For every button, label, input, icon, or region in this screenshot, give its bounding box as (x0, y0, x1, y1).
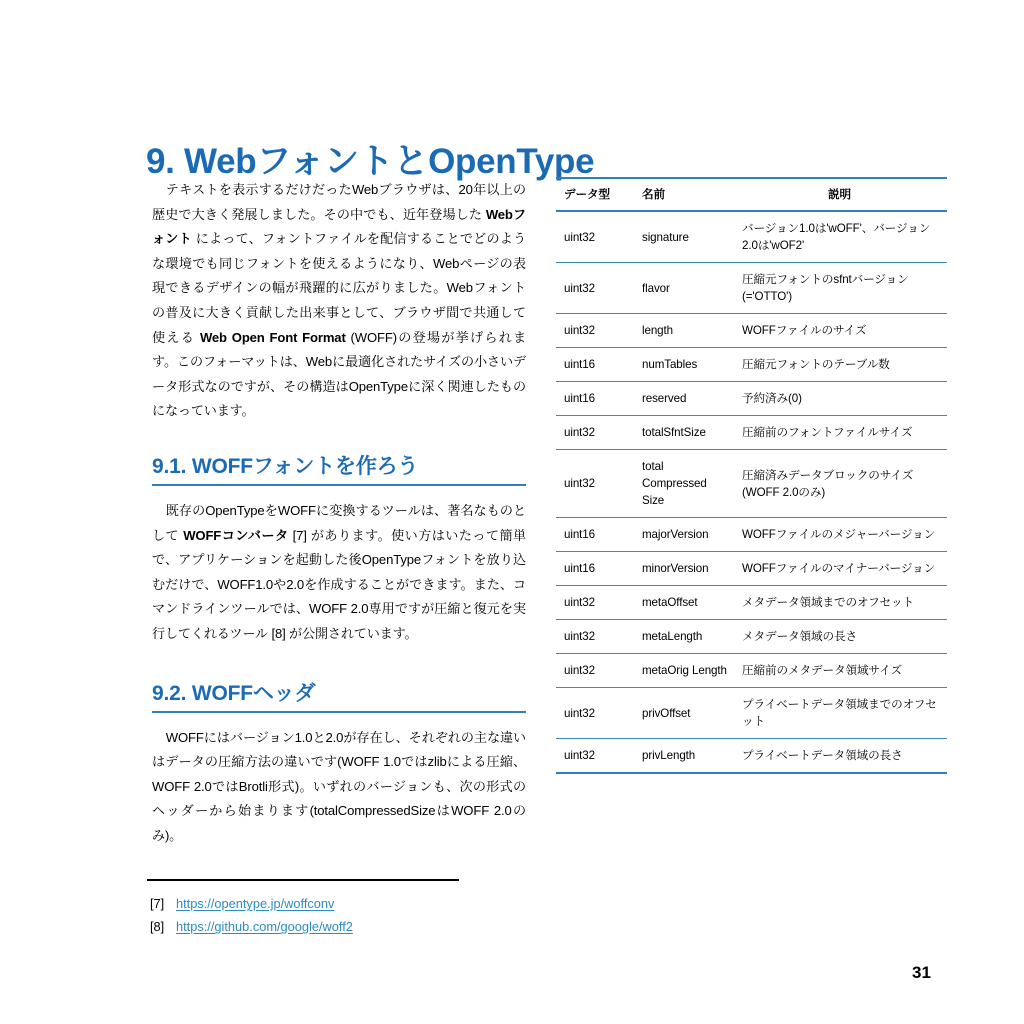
table-row (556, 382, 947, 416)
cell-name: length (628, 314, 732, 348)
cell-type: uint16 (556, 348, 628, 382)
spacer (152, 647, 526, 677)
cell-desc: 圧縮前のフォントファイルサイズ (732, 416, 947, 450)
cell-desc: 圧縮済みデータブロックのサイズ(WOFF 2.0のみ) (732, 450, 947, 518)
table-row (556, 450, 947, 518)
cell-desc: 圧縮元フォントのsfntバージョン(='OTTO') (732, 263, 947, 314)
cell-type: uint32 (556, 739, 628, 774)
column-header-name: 名前 (628, 178, 732, 211)
cell-name: metaOffset (628, 586, 732, 620)
cell-name: numTables (628, 348, 732, 382)
intro-bold-woff: Web Open Font Format (199, 329, 346, 345)
spacer (152, 424, 526, 450)
cell-desc: プライベートデータ領域の長さ (732, 739, 947, 774)
table-row (556, 620, 947, 654)
section-heading-9-1: 9.1. WOFFフォントを作ろう (152, 450, 526, 486)
table-row (556, 348, 947, 382)
woff-header-table (556, 177, 947, 774)
footnote-marker: [7] (150, 896, 165, 911)
table-row (556, 688, 947, 739)
cell-type: uint16 (556, 518, 628, 552)
cell-name: metaOrig Length (628, 654, 732, 688)
intro-paragraph (152, 178, 526, 424)
section-9-1-text-1: 既存のOpenTypeをWOFFに変換するツールは、著名なものとして (152, 502, 526, 543)
table-row (556, 654, 947, 688)
section-9-2-paragraph: WOFFにはバージョン1.0と2.0が存在し、それぞれの主な違いはデータの圧縮方法の違いです(WOFF 1.0ではzlibによる圧縮、WOFF 2.0ではBrotli形式)。いずれのバージョンも、次の形式のヘッダーから始まります(totalCompressedSizeはWOFF 2.0のみ)。 (152, 729, 526, 843)
cell-name: total Compressed Size (628, 450, 732, 518)
cell-desc: 予約済み(0) (732, 382, 947, 416)
intro-text-3: (WOFF)の登場が挙げられます。このフォーマットは、Webに最適化されたサイズの小さいデータ形式なのですが、その構造はOpenTypeに深く関連したものになっています。 (152, 329, 527, 419)
cell-name: reserved (628, 382, 732, 416)
column-header-datatype: データ型 (556, 178, 628, 211)
cell-type: uint32 (556, 416, 628, 450)
cell-desc: 圧縮元フォントのテーブル数 (732, 348, 947, 382)
table-row (556, 552, 947, 586)
footnote-separator (147, 879, 459, 881)
table-row (556, 586, 947, 620)
cell-type: uint32 (556, 263, 628, 314)
section-9-1-text-2: [7] があります。使い方はいたって簡単で、アプリケーションを起動した後OpenTypeフォントを放り込むだけで、WOFF1.0や2.0を作成することができます。また、コマンドラインツールでは、WOFF 2.0専用ですが圧縮と復元を実行してくれるツール [8] が公開されています。 (152, 527, 526, 641)
table-header-row (556, 178, 947, 211)
intro-text-2: によって、フォントファイルを配信することでどのような環境でも同じフォントを使えるようになり、Webページの表現できるデザインの幅が飛躍的に広がりました。Webフォントの普及に大きく貢献した出来事として、ブラウザ間で共通して使える (152, 231, 526, 345)
table-row (556, 263, 947, 314)
section-9-1-paragraph (152, 499, 526, 647)
spacer (152, 713, 526, 726)
cell-desc: メタデータ領域までのオフセット (732, 586, 947, 620)
table-row (556, 314, 947, 348)
cell-type: uint16 (556, 382, 628, 416)
cell-type: uint32 (556, 654, 628, 688)
cell-name: metaLength (628, 620, 732, 654)
section-9-1-bold-converter: WOFFコンバータ (183, 527, 289, 543)
page-title: 9. WebフォントとOpenType (146, 142, 595, 182)
cell-desc: WOFFファイルのメジャーバージョン (732, 518, 947, 552)
cell-type: uint32 (556, 450, 628, 518)
footnote-link[interactable]: https://opentype.jp/woffconv (176, 896, 335, 911)
footnote-list (150, 892, 570, 938)
footnote-item (150, 892, 570, 915)
table-row (556, 211, 947, 263)
cell-type: uint32 (556, 620, 628, 654)
intro-text-1: テキストを表示するだけだったWebブラウザは、20年以上の歴史で大きく発展しました。その中でも、近年登場した (152, 182, 526, 222)
table-body (556, 211, 947, 773)
cell-desc: WOFFファイルのサイズ (732, 314, 947, 348)
cell-type: uint32 (556, 314, 628, 348)
page-number: 31 (912, 963, 931, 982)
footnote-link[interactable]: https://github.com/google/woff2 (176, 919, 353, 934)
intro-bold-webfont: Webフォント (152, 206, 526, 247)
cell-desc: プライベートデータ領域までのオフセット (732, 688, 947, 739)
woff-header-table-wrapper (556, 177, 947, 774)
cell-name: flavor (628, 263, 732, 314)
cell-type: uint32 (556, 211, 628, 263)
cell-name: privOffset (628, 688, 732, 739)
cell-name: minorVersion (628, 552, 732, 586)
cell-name: majorVersion (628, 518, 732, 552)
table-row (556, 739, 947, 774)
cell-type: uint16 (556, 552, 628, 586)
left-text-column (152, 178, 526, 848)
cell-name: signature (628, 211, 732, 263)
section-heading-9-2: 9.2. WOFFヘッダ (152, 677, 526, 713)
cell-desc: 圧縮前のメタデータ領域サイズ (732, 654, 947, 688)
cell-desc: メタデータ領域の長さ (732, 620, 947, 654)
cell-desc: バージョン1.0は'wOFF'、バージョン2.0は'wOF2' (732, 211, 947, 263)
footnote-item (150, 915, 570, 938)
footnote-marker: [8] (150, 919, 165, 934)
table-row (556, 416, 947, 450)
cell-name: privLength (628, 739, 732, 774)
spacer (152, 486, 526, 499)
cell-desc: WOFFファイルのマイナーバージョン (732, 552, 947, 586)
column-header-description: 説明 (732, 178, 947, 211)
cell-name: totalSfntSize (628, 416, 732, 450)
cell-type: uint32 (556, 586, 628, 620)
cell-type: uint32 (556, 688, 628, 739)
table-row (556, 518, 947, 552)
